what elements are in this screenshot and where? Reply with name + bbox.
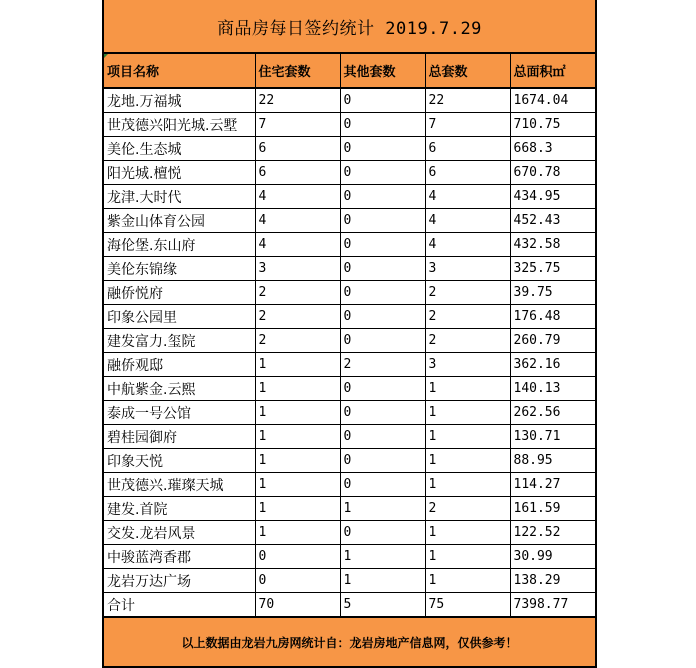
- residential-count-cell: 1: [255, 473, 340, 497]
- other-count-cell: 5: [340, 593, 425, 617]
- residential-count-cell: 0: [255, 545, 340, 569]
- total-area-cell: 88.95: [510, 449, 595, 473]
- residential-count-cell: 1: [255, 521, 340, 545]
- table-row: [104, 113, 595, 137]
- table-row: [104, 185, 595, 209]
- total-area-cell: 710.75: [510, 113, 595, 137]
- residential-count-cell: 3: [255, 257, 340, 281]
- project-name-cell: 龙津.大时代: [104, 185, 255, 209]
- total-area-cell: 122.52: [510, 521, 595, 545]
- table-row: [104, 88, 595, 113]
- total-count-cell: 2: [425, 281, 510, 305]
- total-area-cell: 260.79: [510, 329, 595, 353]
- residential-count-cell: 1: [255, 425, 340, 449]
- total-count-cell: 1: [425, 545, 510, 569]
- table-row: [104, 281, 595, 305]
- cell-comment-marker-icon: [104, 54, 108, 58]
- col-header-residential: 住宅套数: [255, 54, 340, 88]
- other-count-cell: 0: [340, 88, 425, 113]
- project-name-cell: 中骏蓝湾香郡: [104, 545, 255, 569]
- total-count-cell: 1: [425, 449, 510, 473]
- residential-count-cell: 4: [255, 209, 340, 233]
- residential-count-cell: 2: [255, 329, 340, 353]
- residential-count-cell: 6: [255, 137, 340, 161]
- project-name-cell: 印象天悦: [104, 449, 255, 473]
- col-header-project-name: 项目名称: [104, 54, 255, 88]
- project-name-cell: 合计: [104, 593, 255, 617]
- total-count-cell: 75: [425, 593, 510, 617]
- residential-count-cell: 4: [255, 185, 340, 209]
- table-row: [104, 137, 595, 161]
- other-count-cell: 2: [340, 353, 425, 377]
- project-name-cell: 交发.龙岩风景: [104, 521, 255, 545]
- other-count-cell: 1: [340, 569, 425, 593]
- project-name-cell: 建发.首院: [104, 497, 255, 521]
- other-count-cell: 0: [340, 257, 425, 281]
- total-area-cell: 39.75: [510, 281, 595, 305]
- statistics-sheet: [102, 0, 597, 668]
- other-count-cell: 0: [340, 401, 425, 425]
- total-area-cell: 325.75: [510, 257, 595, 281]
- total-area-cell: 362.16: [510, 353, 595, 377]
- project-name-cell: 融侨观邸: [104, 353, 255, 377]
- col-header-area: 总面积㎡: [510, 54, 595, 88]
- table-row: [104, 497, 595, 521]
- residential-count-cell: 2: [255, 305, 340, 329]
- other-count-cell: 0: [340, 161, 425, 185]
- total-row: [104, 593, 595, 617]
- residential-count-cell: 1: [255, 401, 340, 425]
- total-area-cell: 30.99: [510, 545, 595, 569]
- project-name-cell: 融侨悦府: [104, 281, 255, 305]
- other-count-cell: 0: [340, 329, 425, 353]
- table-row: [104, 401, 595, 425]
- residential-count-cell: 22: [255, 88, 340, 113]
- residential-count-cell: 2: [255, 281, 340, 305]
- project-name-cell: 建发富力.玺院: [104, 329, 255, 353]
- total-area-cell: 432.58: [510, 233, 595, 257]
- table-row: [104, 209, 595, 233]
- residential-count-cell: 70: [255, 593, 340, 617]
- col-header-other: 其他套数: [340, 54, 425, 88]
- total-count-cell: 4: [425, 233, 510, 257]
- table-row: [104, 161, 595, 185]
- total-area-cell: 140.13: [510, 377, 595, 401]
- residential-count-cell: 6: [255, 161, 340, 185]
- project-name-cell: 海伦堡.东山府: [104, 233, 255, 257]
- project-name-cell: 美伦东锦缘: [104, 257, 255, 281]
- total-area-cell: 1674.04: [510, 88, 595, 113]
- total-area-cell: 7398.77: [510, 593, 595, 617]
- project-name-cell: 中航紫金.云熙: [104, 377, 255, 401]
- total-count-cell: 1: [425, 521, 510, 545]
- total-area-cell: 176.48: [510, 305, 595, 329]
- sales-table: [104, 54, 595, 617]
- total-count-cell: 3: [425, 353, 510, 377]
- other-count-cell: 0: [340, 113, 425, 137]
- project-name-cell: 世茂德兴.璀璨天城: [104, 473, 255, 497]
- total-area-cell: 434.95: [510, 185, 595, 209]
- table-row: [104, 233, 595, 257]
- other-count-cell: 0: [340, 473, 425, 497]
- table-row: [104, 377, 595, 401]
- other-count-cell: 0: [340, 377, 425, 401]
- total-area-cell: 670.78: [510, 161, 595, 185]
- other-count-cell: 1: [340, 545, 425, 569]
- table-row: [104, 353, 595, 377]
- total-area-cell: 262.56: [510, 401, 595, 425]
- other-count-cell: 0: [340, 425, 425, 449]
- project-name-cell: 龙岩万达广场: [104, 569, 255, 593]
- total-area-cell: 452.43: [510, 209, 595, 233]
- other-count-cell: 0: [340, 281, 425, 305]
- table-row: [104, 569, 595, 593]
- table-row: [104, 449, 595, 473]
- other-count-cell: 0: [340, 137, 425, 161]
- residential-count-cell: 4: [255, 233, 340, 257]
- other-count-cell: 0: [340, 185, 425, 209]
- col-header-total: 总套数: [425, 54, 510, 88]
- project-name-cell: 世茂德兴阳光城.云墅: [104, 113, 255, 137]
- project-name-cell: 美伦.生态城: [104, 137, 255, 161]
- total-count-cell: 1: [425, 473, 510, 497]
- total-area-cell: 114.27: [510, 473, 595, 497]
- other-count-cell: 0: [340, 233, 425, 257]
- table-row: [104, 305, 595, 329]
- residential-count-cell: 7: [255, 113, 340, 137]
- residential-count-cell: 1: [255, 449, 340, 473]
- total-count-cell: 1: [425, 425, 510, 449]
- total-count-cell: 7: [425, 113, 510, 137]
- total-count-cell: 1: [425, 401, 510, 425]
- total-count-cell: 1: [425, 377, 510, 401]
- total-area-cell: 138.29: [510, 569, 595, 593]
- project-name-cell: 阳光城.檀悦: [104, 161, 255, 185]
- total-area-cell: 161.59: [510, 497, 595, 521]
- header-row: [104, 54, 595, 88]
- residential-count-cell: 1: [255, 353, 340, 377]
- total-count-cell: 4: [425, 209, 510, 233]
- residential-count-cell: 1: [255, 377, 340, 401]
- total-area-cell: 668.3: [510, 137, 595, 161]
- other-count-cell: 0: [340, 305, 425, 329]
- table-row: [104, 521, 595, 545]
- total-count-cell: 2: [425, 497, 510, 521]
- project-name-cell: 碧桂园御府: [104, 425, 255, 449]
- total-count-cell: 6: [425, 161, 510, 185]
- total-count-cell: 2: [425, 329, 510, 353]
- total-count-cell: 3: [425, 257, 510, 281]
- other-count-cell: 0: [340, 521, 425, 545]
- project-name-cell: 泰成一号公馆: [104, 401, 255, 425]
- total-count-cell: 2: [425, 305, 510, 329]
- total-count-cell: 22: [425, 88, 510, 113]
- other-count-cell: 0: [340, 209, 425, 233]
- footer-note: 以上数据由龙岩九房网统计自：龙岩房地产信息网，仅供参考！: [104, 617, 595, 666]
- project-name-cell: 印象公园里: [104, 305, 255, 329]
- other-count-cell: 0: [340, 449, 425, 473]
- total-count-cell: 6: [425, 137, 510, 161]
- table-row: [104, 545, 595, 569]
- sheet-title: 商品房每日签约统计 2019.7.29: [104, 0, 595, 54]
- table-row: [104, 425, 595, 449]
- other-count-cell: 1: [340, 497, 425, 521]
- residential-count-cell: 1: [255, 497, 340, 521]
- total-area-cell: 130.71: [510, 425, 595, 449]
- total-count-cell: 4: [425, 185, 510, 209]
- residential-count-cell: 0: [255, 569, 340, 593]
- table-row: [104, 329, 595, 353]
- table-row: [104, 473, 595, 497]
- total-count-cell: 1: [425, 569, 510, 593]
- project-name-cell: 紫金山体育公园: [104, 209, 255, 233]
- project-name-cell: 龙地.万福城: [104, 88, 255, 113]
- table-row: [104, 257, 595, 281]
